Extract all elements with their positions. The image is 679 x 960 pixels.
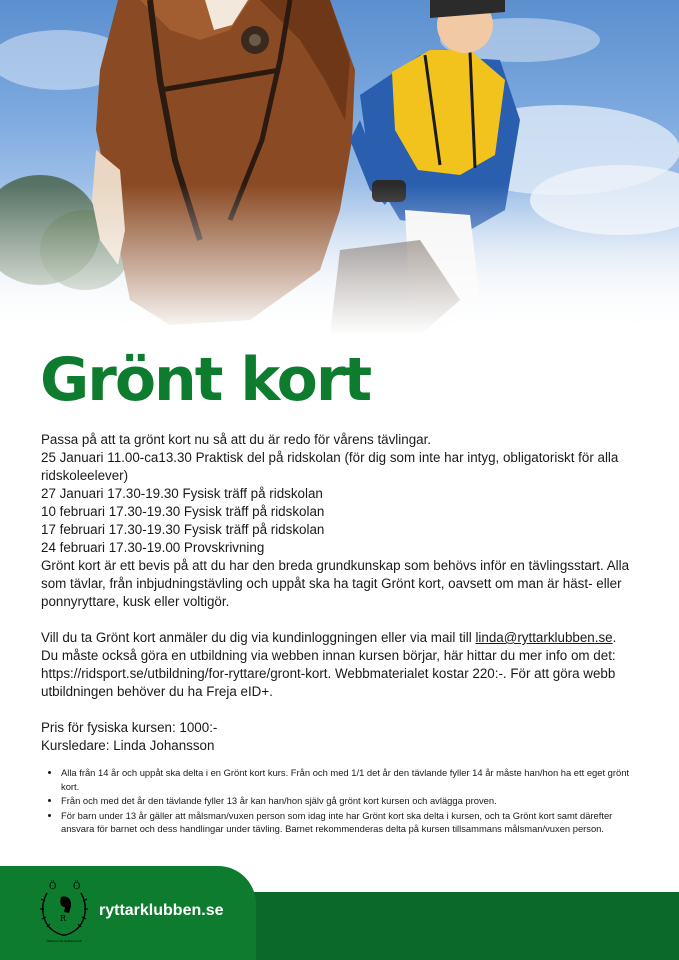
list-item: • Alla från 14 år och uppåt ska delta i en Grönt kort kurs. Från och med 1/1 det år den tävlande fyller 14 år måste han/hon ha ett eget grönt kort. [61,766,635,793]
club-emblem-icon [39,879,89,945]
logo-letter: Ö [73,882,81,892]
schedule-item: 10 februari 17.30-19.30 Fysisk träff på ridskolan [41,504,325,519]
schedule-item: 24 februari 17.30-19.00 Provskrivning [41,540,265,555]
email-link[interactable]: linda@ryttarklubben.se [475,630,613,645]
intro-text: Passa på att ta grönt kort nu så att du är redo för vårens tävlingar. [41,432,432,447]
list-item: • Från och med det år den tävlande fyller 13 år kan han/hon själv gå grönt kort kursen och avlägga proven. [61,794,635,808]
logo-letter: R [60,914,67,923]
schedule-item: 27 Januari 17.30-19.30 Fysisk träff på ridskolan [41,486,323,501]
signup-end: . [612,630,617,645]
schedule-item: 17 februari 17.30-19.30 Fysisk träff på ridskolan [41,522,325,537]
course-info [41,431,641,755]
description-text: Grönt kort är ett bevis på att du har den breda grundkunskap som behövs inför en tävlingsstart. Alla som tävlar, från inbjudningstävling och uppåt ska ha tagit Grönt kort, oavsett om man är häst- eller ponnyryttare, kusk eller voltigör. [41,558,630,609]
logo-caption: Östersunds Ryttarklubb [46,939,82,943]
signup-text [41,629,641,647]
rules-list [46,766,635,837]
schedule-item: 25 Januari 11.00-ca13.30 Praktisk del på ridskolan (för dig som inte har intyg, obligatoriskt för alla ridskoleelever) [41,450,619,483]
online-course-text: Du måste också göra en utbildning via webben innan kursen börjar, här hittar du mer info om det: https://ridsport.se/utbildning/for-ryttare/gront-kort. Webbmaterialet kostar 220:-. För att göra webb utbildningen behöver du ha Freja eID+. [41,648,616,699]
website-link[interactable]: ryttarklubben.se [99,902,224,919]
leader-text: Kursledare: Linda Johansson [41,738,215,753]
list-item: • För barn under 13 år gäller att målsman/vuxen person som idag inte har Grönt kort ska delta i kursen, och ta Grönt kort samt därefter ansvara för barnet och dess handlingar under tävling. Barnet rekommenderas delta på kursen tillsammans målsman/vuxen person. [61,809,635,836]
price-text: Pris för fysiska kursen: 1000:- [41,720,218,735]
page-title: Grönt kort [40,345,371,415]
logo-letter: Ö [49,882,57,892]
hero-photo [0,0,679,335]
hero-fade [0,0,679,335]
signup-lead: Vill du ta Grönt kort anmäler du dig via kundinloggningen eller via mail till [41,630,476,645]
